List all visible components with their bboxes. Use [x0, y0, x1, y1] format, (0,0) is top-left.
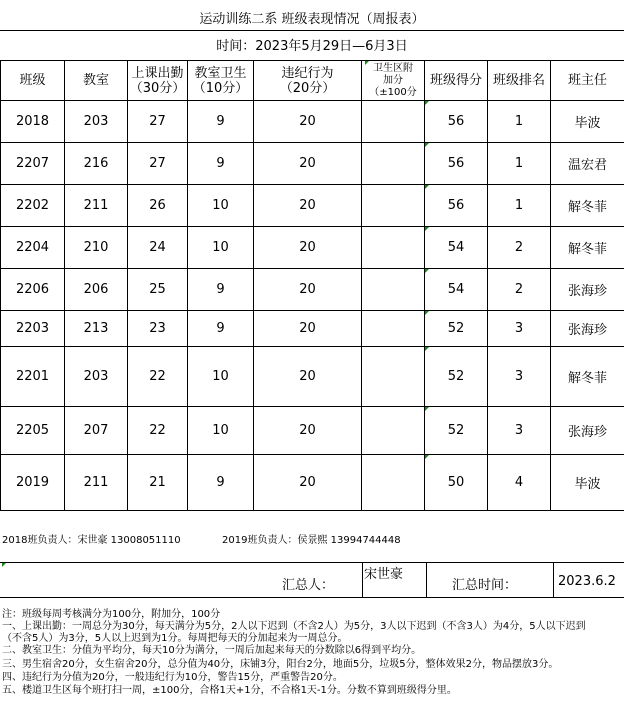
class-performance-table [0, 60, 624, 511]
cell-attendance: 27 [128, 143, 188, 185]
report-title: 运动训练二系 班级表现情况（周报表） [199, 12, 425, 27]
cell-marker [425, 185, 429, 189]
cell-hygiene: 10 [188, 347, 254, 407]
cell-discipline: 20 [254, 227, 362, 269]
cell-room: 206 [65, 269, 128, 311]
cell-discipline: 20 [254, 143, 362, 185]
summary-divider [553, 562, 554, 597]
cell-marker [425, 407, 429, 411]
note-line: （不含5人）为3分，5人以上迟到为1分。每周把每天的分加起来为一周总分。 [2, 633, 348, 644]
cell-discipline: 20 [254, 185, 362, 227]
summary-bottom-line [0, 597, 624, 598]
cell-attendance: 24 [128, 227, 188, 269]
table-header-row [1, 61, 624, 101]
cell-marker [2, 563, 6, 567]
header-teacher: 班主任 [551, 61, 624, 101]
responsible-2019: 2019班负责人：侯景熙 13994744448 [222, 535, 401, 546]
cell-teacher: 解冬菲 [551, 185, 624, 227]
cell-room: 210 [65, 227, 128, 269]
header-bonus [362, 61, 425, 101]
cell-attendance: 21 [128, 455, 188, 511]
cell-discipline: 20 [254, 311, 362, 347]
summary-time: 2023.6.2 [558, 574, 616, 589]
cell-hygiene: 10 [188, 185, 254, 227]
cell-attendance: 27 [128, 101, 188, 143]
summary-time-label: 汇总时间： [452, 578, 518, 593]
summary-top-line [0, 562, 624, 563]
cell-marker [365, 61, 369, 65]
cell-class: 2207 [1, 143, 65, 185]
cell-teacher: 张海珍 [551, 269, 624, 311]
header-room: 教室 [65, 61, 128, 101]
cell-teacher: 张海珍 [551, 311, 624, 347]
cell-hygiene: 10 [188, 227, 254, 269]
cell-attendance: 26 [128, 185, 188, 227]
cell-attendance: 22 [128, 407, 188, 455]
header-bonus-line1: 卫生区附 [373, 62, 413, 74]
summary-person: 宋世豪 [364, 567, 404, 582]
summary-person-label: 汇总人： [282, 578, 335, 593]
cell-class: 2205 [1, 407, 65, 455]
header-attendance [128, 61, 188, 101]
cell-bonus [362, 227, 425, 269]
cell-marker [425, 311, 429, 315]
table-row [1, 143, 624, 185]
cell-marker [425, 143, 429, 147]
header-hygiene-line1: 教室卫生 [194, 65, 247, 81]
note-line: 五、楼道卫生区每个班打扫一周，±100分，合格1天+1分，不合格1天-1分。分数不算到班级得分里。 [2, 685, 457, 696]
cell-score: 56 [425, 143, 488, 185]
table-row [1, 185, 624, 227]
table-row [1, 311, 624, 347]
cell-score: 52 [425, 347, 488, 407]
cell-class: 2019 [1, 455, 65, 511]
note-line: 二、教室卫生：分值为平均分，每天10分为满分，一周后加起来每天的分数除以6得到平均分。 [2, 645, 422, 656]
cell-score: 52 [425, 407, 488, 455]
cell-class: 2203 [1, 311, 65, 347]
cell-bonus [362, 269, 425, 311]
cell-room: 211 [65, 455, 128, 511]
header-bonus-line3: （±100分 [369, 86, 417, 98]
cell-teacher: 毕波 [551, 101, 624, 143]
cell-room: 207 [65, 407, 128, 455]
cell-teacher: 温宏君 [551, 143, 624, 185]
cell-discipline: 20 [254, 101, 362, 143]
cell-discipline: 20 [254, 407, 362, 455]
cell-rank: 1 [488, 185, 551, 227]
cell-rank: 2 [488, 269, 551, 311]
cell-hygiene: 9 [188, 311, 254, 347]
cell-bonus [362, 143, 425, 185]
note-line: 三、男生宿舍20分，女生宿舍20分，总分值为40分，床铺3分，阳台2分，地面5分，垃圾5分，整体效果2分，物品摆放3分。 [2, 659, 559, 670]
cell-rank: 3 [488, 311, 551, 347]
cell-teacher: 解冬菲 [551, 347, 624, 407]
table-row [1, 101, 624, 143]
cell-class: 2204 [1, 227, 65, 269]
cell-discipline: 20 [254, 269, 362, 311]
cell-hygiene: 9 [188, 455, 254, 511]
cell-attendance: 23 [128, 311, 188, 347]
header-discipline [254, 61, 362, 101]
header-class: 班级 [1, 61, 65, 101]
cell-hygiene: 9 [188, 269, 254, 311]
cell-score: 52 [425, 311, 488, 347]
cell-marker [425, 227, 429, 231]
header-discipline-line1: 违纪行为 [281, 65, 334, 81]
header-attendance-line1: 上课出勤 [131, 65, 184, 81]
summary-divider [362, 562, 363, 597]
cell-score: 56 [425, 185, 488, 227]
header-bonus-line2: 加分 [383, 74, 403, 86]
table-row [1, 227, 624, 269]
header-rank: 班级排名 [488, 61, 551, 101]
table-row [1, 269, 624, 311]
table-row [1, 407, 624, 455]
cell-rank: 4 [488, 455, 551, 511]
cell-bonus [362, 407, 425, 455]
cell-class: 2018 [1, 101, 65, 143]
summary-divider [426, 562, 427, 597]
cell-room: 216 [65, 143, 128, 185]
cell-room: 203 [65, 347, 128, 407]
cell-teacher: 张海珍 [551, 407, 624, 455]
cell-attendance: 25 [128, 269, 188, 311]
cell-marker [425, 455, 429, 459]
cell-class: 2201 [1, 347, 65, 407]
header-score: 班级得分 [425, 61, 488, 101]
cell-rank: 1 [488, 101, 551, 143]
cell-room: 213 [65, 311, 128, 347]
cell-score: 50 [425, 455, 488, 511]
cell-rank: 1 [488, 143, 551, 185]
cell-discipline: 20 [254, 455, 362, 511]
note-line: 一、上课出勤：一周总分为30分，每天满分为5分，2人以下迟到（不含2人）为5分，3人以下迟到（不含3人）为4分，5人以下迟到 [2, 621, 586, 632]
cell-bonus [362, 455, 425, 511]
cell-bonus [362, 185, 425, 227]
cell-bonus [362, 311, 425, 347]
cell-bonus [362, 347, 425, 407]
cell-teacher: 解冬菲 [551, 227, 624, 269]
note-line: 注：班级每周考核满分为100分，附加分，100分 [2, 609, 221, 620]
cell-bonus [362, 101, 425, 143]
cell-hygiene: 10 [188, 407, 254, 455]
cell-hygiene: 9 [188, 143, 254, 185]
cell-marker [425, 269, 429, 273]
header-discipline-line2: （20分） [279, 80, 336, 96]
cell-score: 56 [425, 101, 488, 143]
header-hygiene-line2: （10分） [192, 80, 249, 96]
header-hygiene [188, 61, 254, 101]
title-divider [0, 30, 624, 31]
cell-class: 2202 [1, 185, 65, 227]
cell-rank: 2 [488, 227, 551, 269]
cell-room: 203 [65, 101, 128, 143]
cell-marker [425, 101, 429, 105]
note-line: 四、违纪行为分值为20分，一般违纪行为10分，警告15分，严重警告20分。 [2, 672, 343, 683]
cell-class: 2206 [1, 269, 65, 311]
responsible-2018: 2018班负责人：宋世豪 13008051110 [2, 535, 181, 546]
table-row [1, 347, 624, 407]
cell-attendance: 22 [128, 347, 188, 407]
table-row [1, 455, 624, 511]
cell-score: 54 [425, 269, 488, 311]
cell-score: 54 [425, 227, 488, 269]
cell-rank: 3 [488, 407, 551, 455]
cell-hygiene: 9 [188, 101, 254, 143]
cell-room: 211 [65, 185, 128, 227]
cell-teacher: 毕波 [551, 455, 624, 511]
header-attendance-line2: （30分） [129, 80, 186, 96]
cell-discipline: 20 [254, 347, 362, 407]
cell-rank: 3 [488, 347, 551, 407]
date-range: 时间：2023年5月29日—6月3日 [216, 39, 408, 54]
cell-marker [425, 347, 429, 351]
